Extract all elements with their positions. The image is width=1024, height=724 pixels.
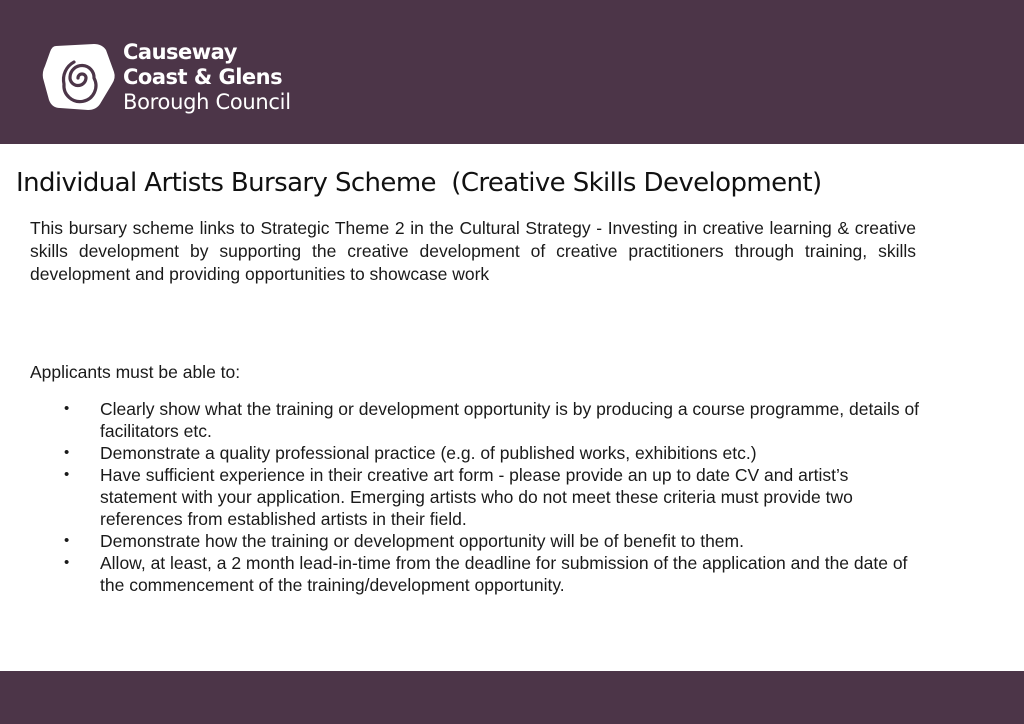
council-name bbox=[123, 40, 291, 115]
list-item-text: Have sufficient experience in their creative art form - please provide an up to date CV and artist’s statement with your application. Emerging artists who do not meet these criteria must provide two references from established artists in their field. bbox=[100, 465, 853, 529]
list-item-text: Demonstrate a quality professional practice (e.g. of published works, exhibitions etc.) bbox=[100, 443, 757, 463]
list-item bbox=[30, 398, 930, 442]
page-title: Individual Artists Bursary Scheme (Creative Skills Development) bbox=[16, 168, 822, 198]
list-item-text: Demonstrate how the training or development opportunity will be of benefit to them. bbox=[100, 531, 744, 551]
bullet-icon: • bbox=[64, 532, 70, 549]
footer-band bbox=[0, 671, 1024, 724]
requirements-lead: Applicants must be able to: bbox=[30, 362, 241, 382]
bullet-icon: • bbox=[64, 554, 70, 571]
logo-line-borough-council: Borough Council bbox=[123, 90, 291, 114]
list-item bbox=[30, 442, 930, 464]
list-item-text: Clearly show what the training or development opportunity is by producing a course programme, details of facilitators etc. bbox=[100, 399, 920, 441]
list-item bbox=[30, 464, 930, 530]
intro-paragraph: This bursary scheme links to Strategic Theme 2 in the Cultural Strategy - Investing in creative learning & creative skills development by supporting the creative development of creative practitioners through training, skills development and providing opportunities to showcase work bbox=[30, 218, 916, 284]
requirements-list bbox=[30, 398, 930, 596]
spiral-stone-logo-icon bbox=[42, 42, 116, 112]
list-item bbox=[30, 552, 930, 596]
bullet-icon: • bbox=[64, 466, 70, 483]
list-item-text: Allow, at least, a 2 month lead-in-time from the deadline for submission of the application and the date of the commencement of the training/development opportunity. bbox=[100, 553, 908, 595]
list-item bbox=[30, 530, 930, 552]
logo-line-coast-glens: Coast & Glens bbox=[123, 65, 283, 89]
logo-line-causeway: Causeway bbox=[123, 40, 237, 64]
header-band bbox=[0, 0, 1024, 144]
bullet-icon: • bbox=[64, 444, 70, 461]
council-logo bbox=[42, 40, 292, 116]
bullet-icon: • bbox=[64, 400, 70, 417]
